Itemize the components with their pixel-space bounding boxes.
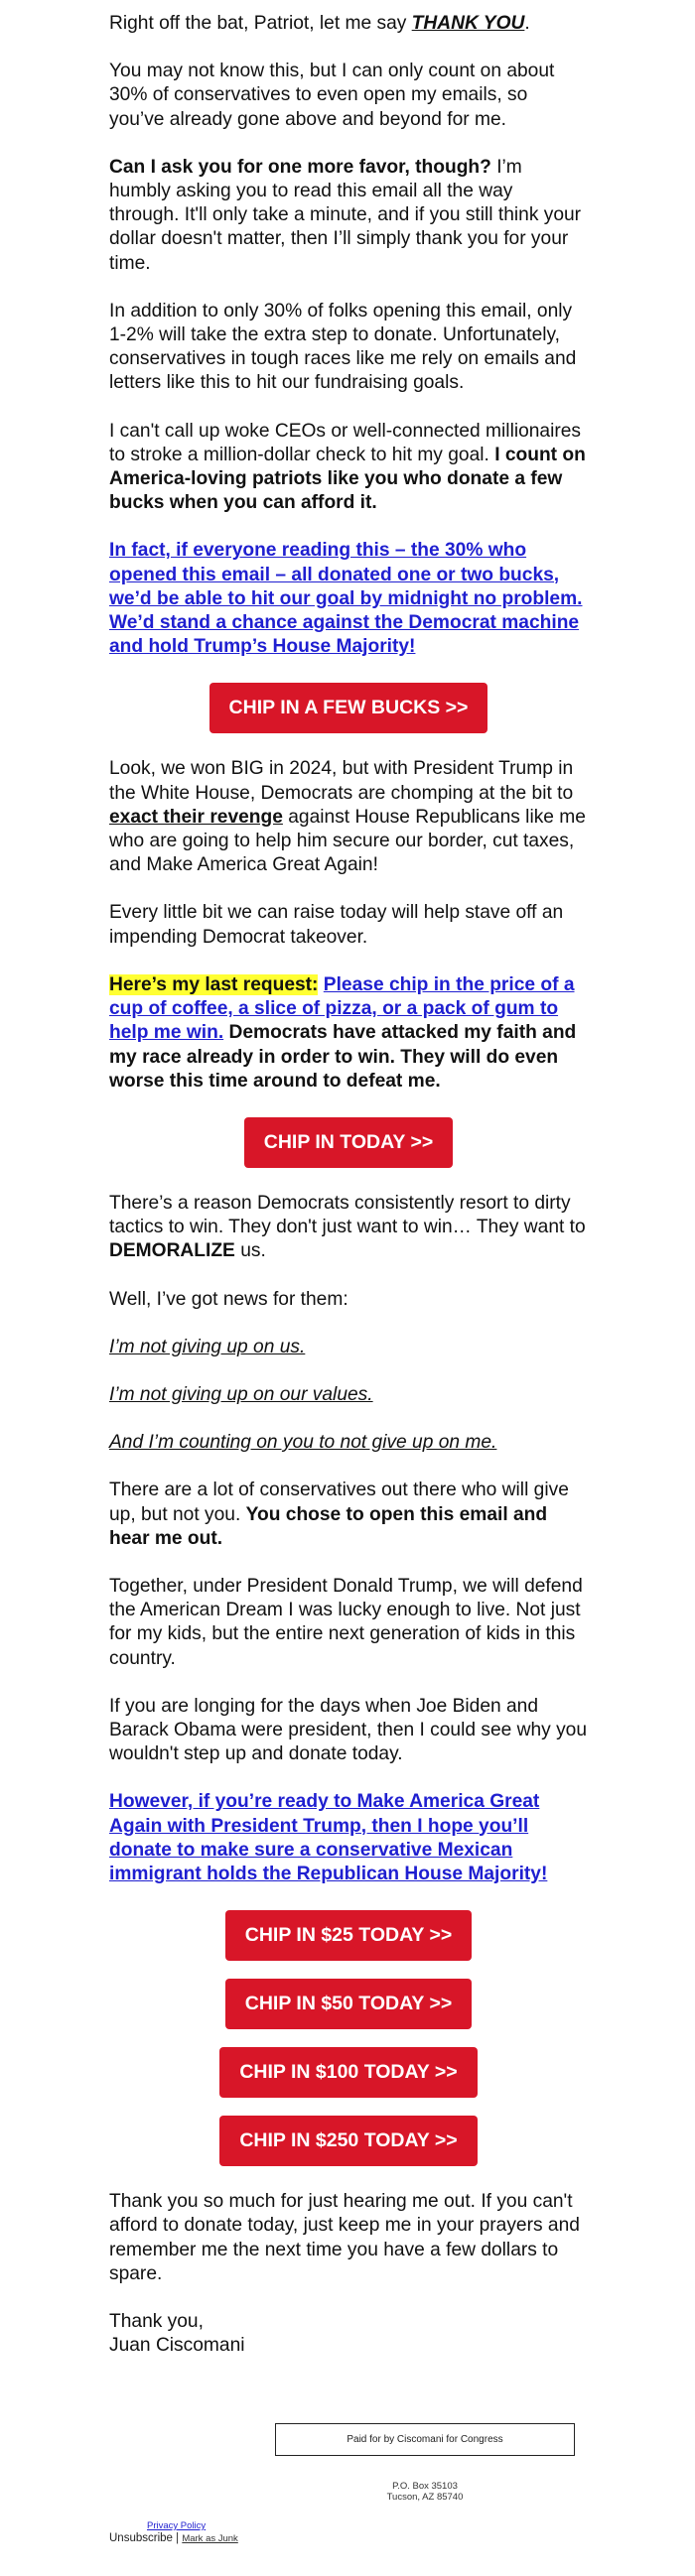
- paragraph-counting-on-you: [109, 1431, 588, 1455]
- revenge-text-post: against House Republicans like me who are going to help him secure our border, cut taxes, and Make America Great Again!: [109, 806, 586, 876]
- paragraph-news: Well, I’ve got news for them:: [109, 1288, 348, 1310]
- button-row-50: [109, 1979, 588, 2029]
- revenge-emphasis: exact their revenge: [109, 806, 283, 828]
- greeting-period: .: [524, 13, 530, 34]
- button-row-1: [109, 683, 588, 733]
- demoralize-bold: DEMORALIZE: [109, 1240, 235, 1262]
- paragraph-demoralize: [109, 1192, 588, 1264]
- counting-on-you-text: And I’m counting on you to not give up on me.: [109, 1432, 497, 1454]
- favor-bold: Can I ask you for one more favor, though?: [109, 156, 491, 178]
- paragraph-not-giving-up-us: [109, 1336, 588, 1359]
- paragraph-ceos: [109, 420, 588, 516]
- paragraph-goal-link: [109, 539, 588, 659]
- paragraph-stave-off: Every little bit we can raise today will help stave off an impending Democrat takeover.: [109, 902, 564, 948]
- ceos-text: I can't call up woke CEOs or well-connected millionaires to stroke a million-dollar check to hit my goal.: [109, 420, 582, 465]
- address-line-2: Tucson, AZ 85740: [386, 2492, 464, 2503]
- attacked-faith-bold: Democrats have attacked my faith and my race already in order to win. They will do even worse this time around to defeat me.: [109, 1022, 577, 1092]
- not-giving-up-values-text: I’m not giving up on our values.: [109, 1383, 373, 1405]
- paragraph-not-giving-up-values: [109, 1383, 588, 1407]
- button-row-250: [109, 2116, 588, 2166]
- signature-block: [109, 2310, 588, 2358]
- unsubscribe-row: [109, 2532, 238, 2544]
- paragraph-open-rate: You may not know this, but I can only count on about 30% of conservatives to even open my emails, so you’ve already gone above and beyond for me.: [109, 61, 555, 130]
- paragraph-donate-rate: In addition to only 30% of folks opening this email, only 1-2% will take the extra step to donate. Unfortunately, conservatives in tough races like me rely on emails and letters like this to hit our fundraising goals.: [109, 300, 577, 394]
- privacy-policy-link[interactable]: Privacy Policy: [147, 2520, 207, 2531]
- mark-as-junk-link[interactable]: Mark as Junk: [182, 2533, 238, 2544]
- greeting-text: Right off the bat, Patriot, let me say: [109, 13, 412, 34]
- greeting-paragraph: [109, 12, 588, 36]
- conservatives-text: There are a lot of conservatives out there who will give up, but not you.: [109, 1480, 569, 1525]
- paragraph-revenge: [109, 757, 588, 877]
- paid-for-box: Paid for by Ciscomani for Congress: [275, 2423, 575, 2456]
- signature-name: Juan Ciscomani: [109, 2335, 245, 2357]
- chip-in-today-button[interactable]: CHIP IN TODAY >>: [244, 1117, 454, 1168]
- goal-link[interactable]: In fact, if everyone reading this – the 30% who opened this email – all donated one or two bucks, we’d be able to hit our goal by midnight no problem. We’d stand a chance against the Democrat machine and hold Trump’s House Majority!: [109, 540, 583, 658]
- chip-in-few-bucks-button[interactable]: CHIP IN A FEW BUCKS >>: [209, 683, 488, 733]
- chip-in-50-button[interactable]: CHIP IN $50 TODAY >>: [225, 1979, 472, 2029]
- paragraph-favor: [109, 156, 588, 276]
- last-request-highlight: Here’s my last request:: [109, 973, 319, 995]
- button-row-100: [109, 2047, 588, 2098]
- button-row-2: [109, 1117, 588, 1168]
- thank-you-emphasis: THANK YOU: [411, 13, 525, 34]
- paragraph-thank-you: Thank you so much for just hearing me out. If you can't afford to donate today, just keep me in your prayers and remember me the next time you have a few dollars to spare.: [109, 2191, 580, 2284]
- chip-in-100-button[interactable]: CHIP IN $100 TODAY >>: [219, 2047, 477, 2098]
- mailing-address: [275, 2481, 575, 2503]
- paragraph-last-request: [109, 973, 588, 1094]
- not-giving-up-us-text: I’m not giving up on us.: [109, 1336, 306, 1357]
- unsubscribe-link[interactable]: Unsubscribe: [109, 2532, 173, 2544]
- favor-text: I’m humbly asking you to read this email all the way through. It'll only take a minute, and if you still think your dollar doesn't matter, then I’ll simply thank you for your time.: [109, 156, 582, 274]
- ceos-bold: I count on America-loving patriots like you who donate a few bucks when you can afford it.: [109, 444, 586, 514]
- coffee-pizza-link[interactable]: Please chip in the price of a cup of coffee, a slice of pizza, or a pack of gum to help me win.: [109, 973, 575, 1044]
- revenge-text-pre: Look, we won BIG in 2024, but with President Trump in the White House, Democrats are chomping at the bit to: [109, 758, 574, 804]
- demoralize-text-pre: There’s a reason Democrats consistently resort to dirty tactics to win. They don't just want to win… They want to: [109, 1192, 586, 1238]
- demoralize-text-post: us.: [234, 1240, 266, 1262]
- email-body: [109, 12, 588, 2358]
- address-line-1: P.O. Box 35103: [392, 2481, 458, 2492]
- signoff: Thank you,: [109, 2310, 204, 2332]
- chip-in-250-button[interactable]: CHIP IN $250 TODAY >>: [219, 2116, 477, 2166]
- button-row-25: [109, 1910, 588, 1961]
- paragraph-biden-obama: If you are longing for the days when Joe Biden and Barack Obama were president, then I could see why you wouldn't step up and donate today.: [109, 1695, 588, 1765]
- paragraph-maga-link: [109, 1790, 588, 1886]
- paragraph-american-dream: Together, under President Donald Trump, we will defend the American Dream I was lucky enough to live. Not just for my kids, but the entire next generation of kids in this country.: [109, 1575, 583, 1669]
- chip-in-25-button[interactable]: CHIP IN $25 TODAY >>: [225, 1910, 472, 1961]
- conservatives-bold: You chose to open this email and hear me out.: [109, 1503, 548, 1549]
- maga-link[interactable]: However, if you’re ready to Make America Great Again with President Trump, then I hope you’ll donate to make sure a conservative Mexican immigrant holds the Republican House Majority!: [109, 1791, 548, 1884]
- footer-separator: |: [172, 2532, 183, 2544]
- paragraph-conservatives: [109, 1479, 588, 1551]
